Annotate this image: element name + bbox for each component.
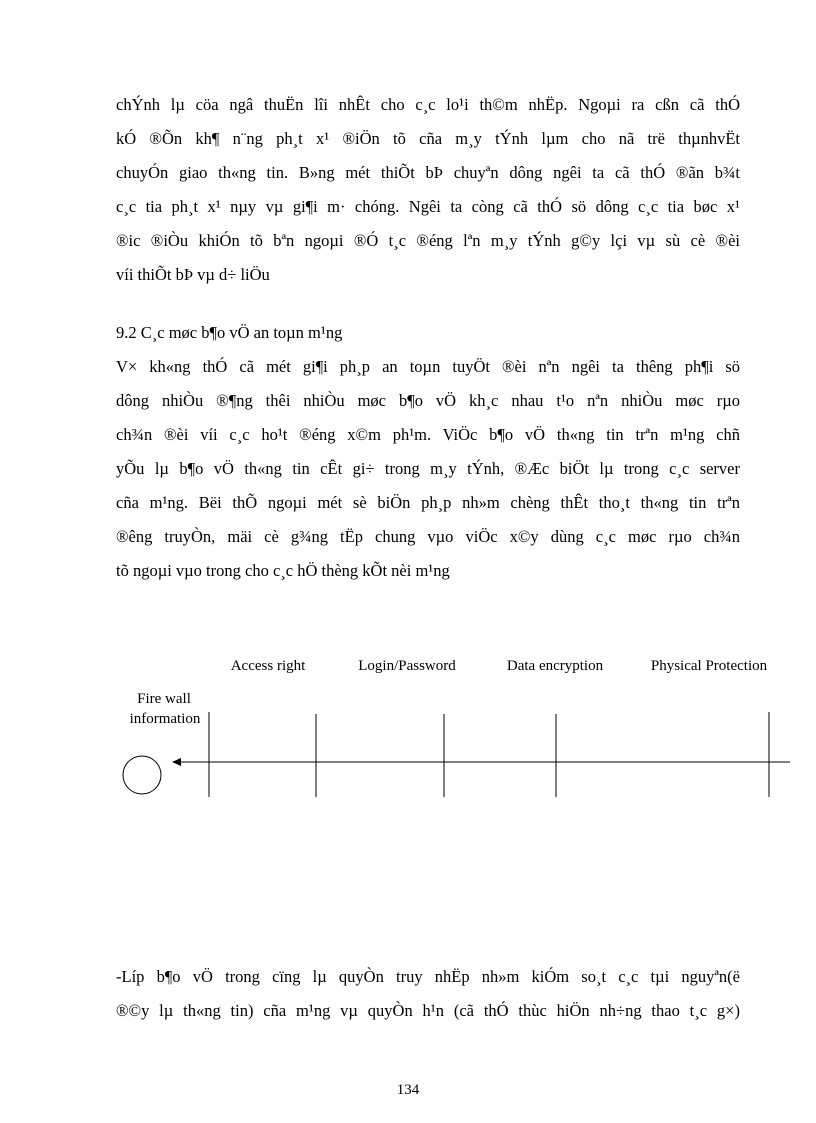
paragraph-3-line: ®©y lµ th«ng tin) cña m¹ng vµ quyÒn h¹n (cã thÓ thùc hiÖn nh÷ng thao t¸c g×) [116,1001,740,1020]
information-circle [123,756,161,794]
protection-levels-diagram [0,640,816,810]
paragraph-2-line: cña m¹ng. Bëi thÕ ngoµi mét sè biÖn ph¸p nh»m chèng thÊt tho¸t th«ng tin trªn [116,493,740,512]
label-login-password: Login/Password [358,658,456,674]
paragraph-1-line: kÓ ®Õn kh¶ n¨ng ph¸t x¹ ®iÖn tõ cña m¸y tÝnh lµm cho nã trë thµnhvËt [116,129,740,148]
firewall-label-line1: Fire wall [137,691,191,707]
paragraph-2-line: V× kh«ng thÓ cã mét gi¶i ph¸p an toµn tuyÖt ®èi nªn ngêi ta thêng ph¶i sö [116,357,740,376]
paragraph-1-line: ®ic ®iÒu khiÓn tõ bªn ngoµi ®Ó t¸c ®éng lªn m¸y tÝnh g©y lçi vµ sù cè ®èi [116,231,740,250]
section-heading: 9.2 C¸c møc b¶o vÖ an toµn m¹ng [116,323,343,342]
firewall-label-line2: information [129,711,201,727]
paragraph-1-line: c¸c tia ph¸t x¹ nµy vµ gi¶i m· chóng. Ngêi ta còng cã thÓ sö dông c¸c tia bøc x¹ [116,197,740,216]
page-number: 134 [396,1082,420,1098]
arrow-head-icon [172,758,181,766]
paragraph-2-line: tõ ngoµi vµo trong cho c¸c hÖ thèng kÕt nèi m¹ng [116,561,450,580]
paragraph-3-line: -Líp b¶o vÖ trong cïng lµ quyÒn truy nhËp nh»m kiÓm so¸t c¸c tµi nguyªn(ë [116,967,740,986]
paragraph-2-line: yÕu lµ b¶o vÖ th«ng tin cÊt gi÷ trong m¸y tÝnh, ®Æc biÖt lµ trong c¸c server [116,459,740,478]
paragraph-2-line: ®êng truyÒn, mäi cè g¾ng tËp chung vµo viÖc x©y dùng c¸c møc rµo ch¾n [116,527,740,546]
paragraph-1-line: víi thiÕt bÞ vµ d÷ liÖu [116,265,270,284]
label-access-right: Access right [230,658,306,674]
paragraph-2-line: dông nhiÒu ®¶ng thêi nhiÒu møc b¶o vÖ kh¸c nhau t¹o nªn nhiÒu møc rµo [116,391,740,410]
label-data-encryption: Data encryption [506,658,604,674]
paragraph-3 [116,960,740,1028]
paragraph-1-line: chuyÓn giao th«ng tin. B»ng mét thiÕt bÞ chuyªn dông ngêi ta cã thÓ ®ãn b¾t [116,163,740,182]
label-physical-protection: Physical Protection [650,658,768,674]
paragraph-2-line: ch¾n ®èi víi c¸c ho¹t ®éng x©m ph¹m. ViÖc b¶o vÖ th«ng tin trªn m¹ng chñ [116,425,740,444]
paragraph-1 [116,88,740,292]
paragraph-1-line: chÝnh lµ cöa ngâ thuËn lîi nhÊt cho c¸c lo¹i th©m nhËp. Ngoµi ra cßn cã thÓ [116,95,740,114]
paragraph-2 [116,350,740,588]
